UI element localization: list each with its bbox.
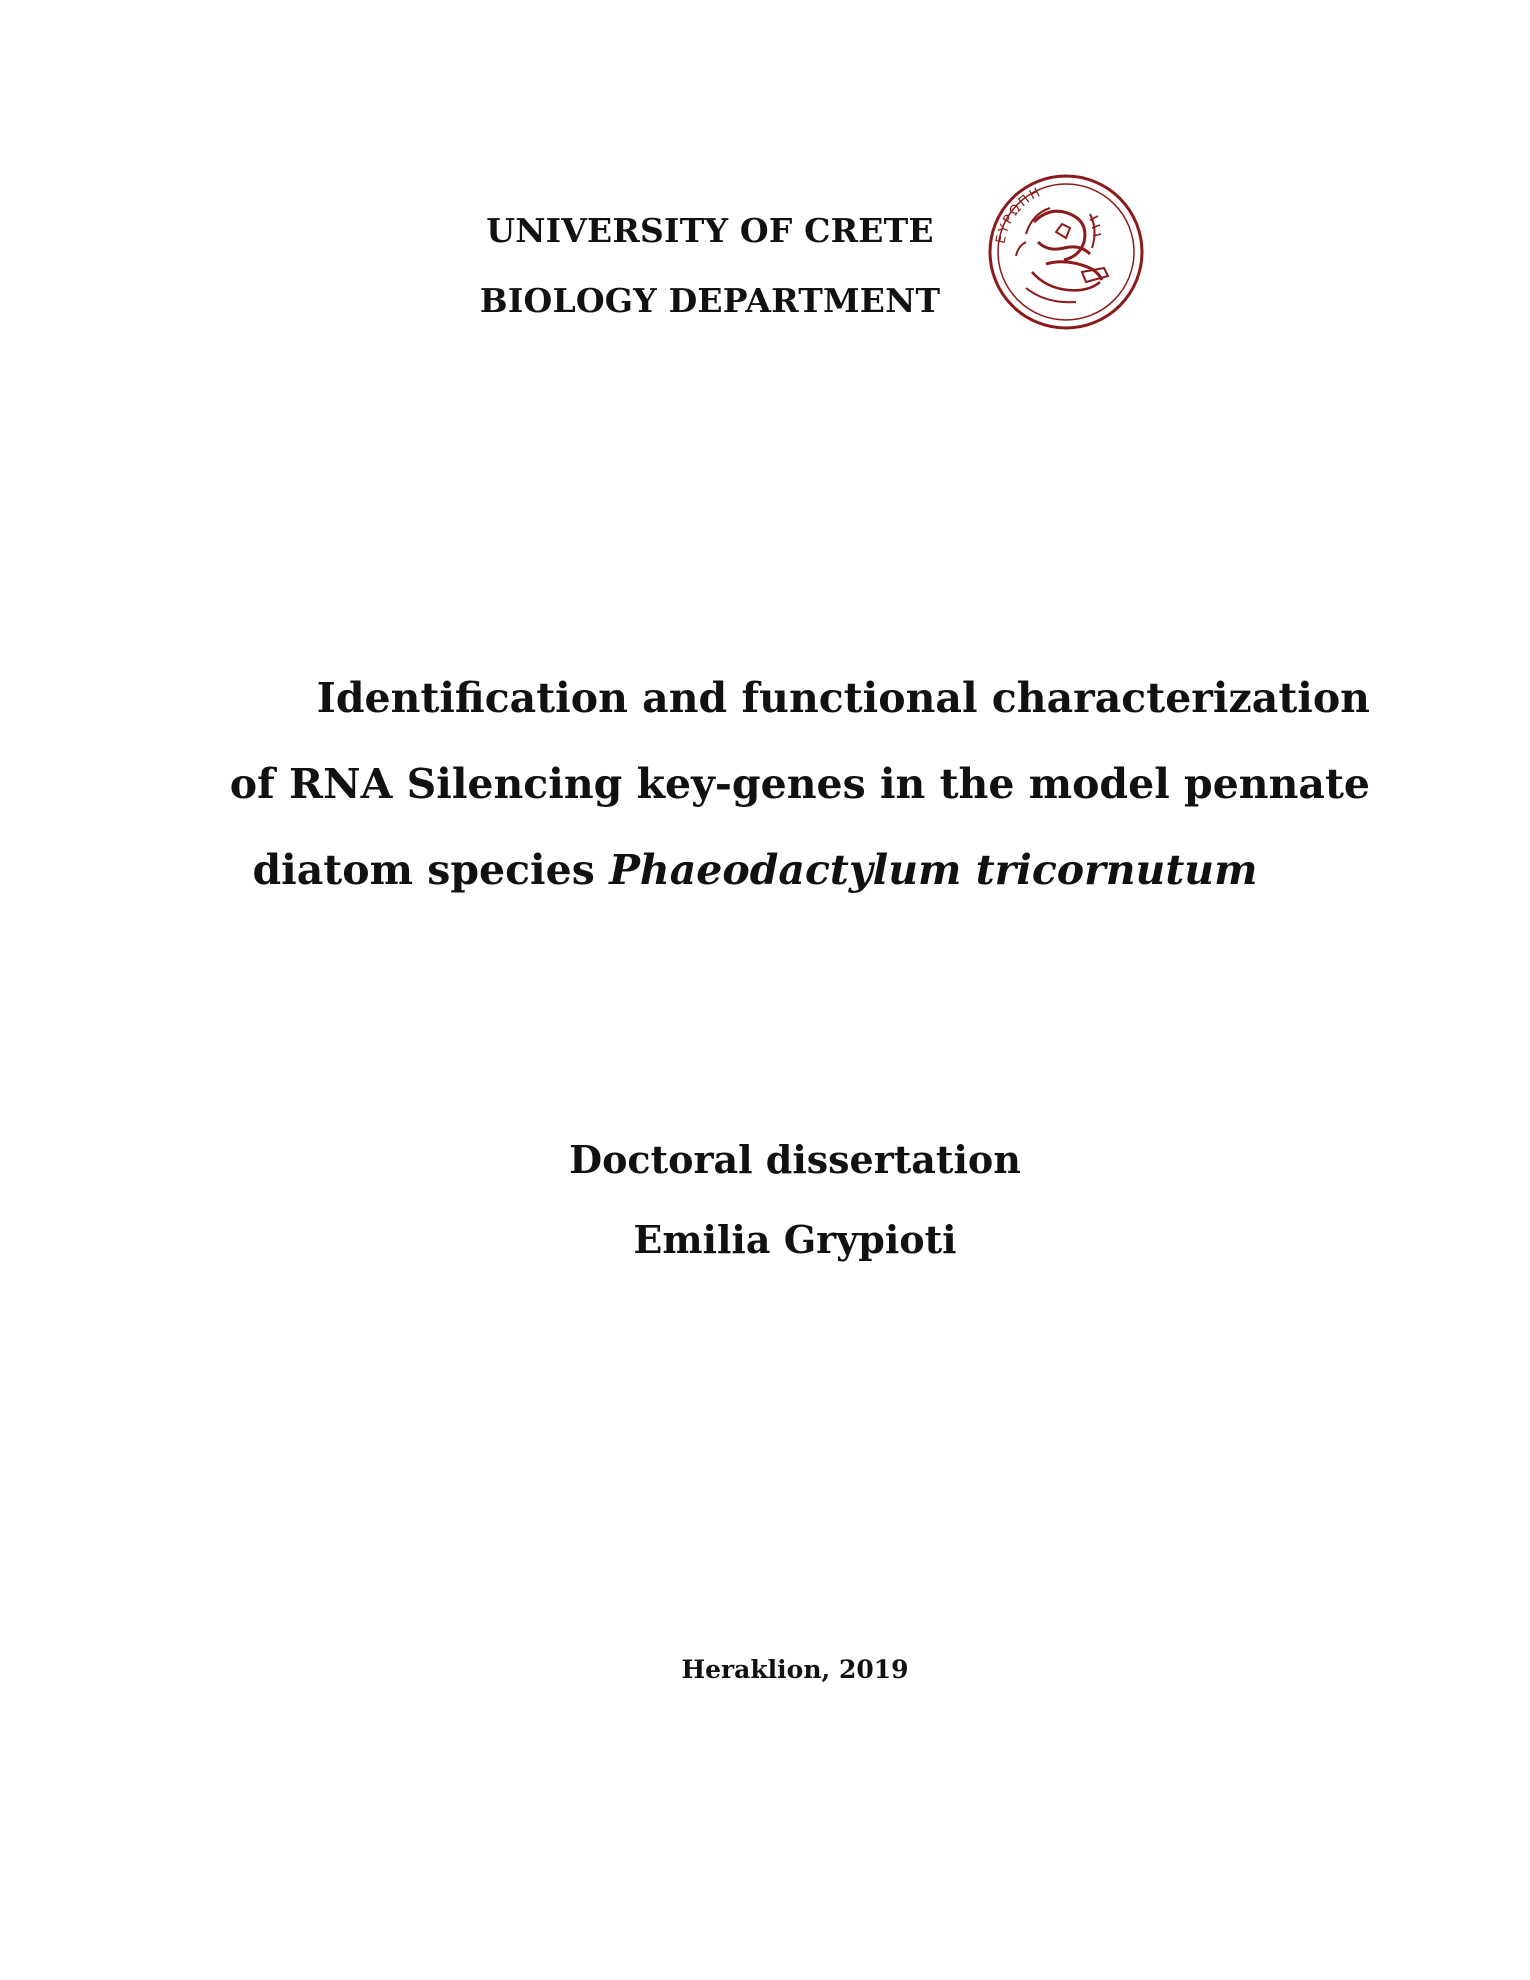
author-name: Emilia Grypioti [633,1217,957,1262]
title-line-3 [160,827,1370,913]
department-name: BIOLOGY DEPARTMENT [479,281,941,320]
university-name: UNIVERSITY OF CRETE [486,211,934,250]
dissertation-type: Doctoral dissertation [569,1137,1021,1182]
place-and-year: Heraklion, 2019 [681,1655,909,1684]
university-seal-logo [986,172,1146,332]
institution-header [450,196,970,336]
title-line-3-prefix: diatom species [252,846,610,894]
title-line-1: Identification and functional characterization [316,674,1370,722]
dissertation-info [465,1120,1125,1280]
dissertation-title [160,655,1370,913]
title-line-2: of RNA Silencing key-genes in the model pennate [229,760,1370,808]
seal-lettering: ΕΥΡΩΠΗ [993,184,1045,246]
species-name: Phaeodactylum tricornutum [609,846,1258,894]
